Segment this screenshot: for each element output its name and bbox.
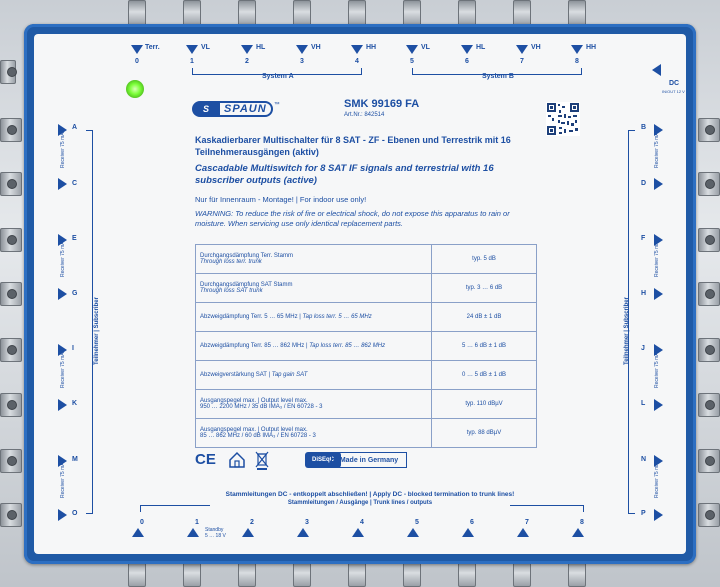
standby-range: 5 … 18 V [205,533,226,539]
input-number: 2 [245,58,249,65]
bottom-f-connector-1[interactable] [183,561,201,587]
spec-label-en: 950 … 2200 MHz / 35 dB IMA₃ / EN 60728 - 3 [200,404,323,410]
receiver-label: Receiver 75 mA [60,132,66,168]
input-number: 7 [520,58,524,65]
output-label-e: E [72,235,77,242]
spec-value: typ. 88 dBµV [432,419,537,448]
bottom-f-connector-8[interactable] [568,561,586,587]
input-arrow-icon [461,45,473,54]
right-f-connector-p[interactable] [698,503,720,527]
input-arrow-icon [406,45,418,54]
trunk-arrow-icon [242,528,254,537]
top-f-connector-0[interactable] [128,0,146,26]
input-arrow-icon [516,45,528,54]
spec-label-de: Abzweigverstärkung SAT | [200,372,271,378]
left-f-connector-c[interactable] [0,172,22,196]
spec-label-en: Through loss SAT trunk [200,288,263,294]
subscriber-label: Teilnehmer | Subscriber [94,297,100,365]
indoor-notice: Nur für Innenraum - Montage! | For indoor use only! [195,195,367,204]
input-label: VL [201,44,210,51]
output-arrow-icon [58,178,67,190]
dc-label: DC [669,80,680,87]
output-label-o: O [72,510,78,517]
standby-label: Standby [205,527,224,533]
trunk-lines-label: Stammleitungen / Ausgänge | Trunk lines / outputs [210,500,510,506]
trunk-arrow-icon [572,528,584,537]
output-label-m: M [72,456,78,463]
trunk-arrow-icon [517,528,529,537]
output-label-f: F [641,235,646,242]
output-label-d: D [641,180,647,187]
bottom-f-connector-5[interactable] [403,561,421,587]
output-label-j: J [641,345,645,352]
trunk-number: 5 [415,519,419,526]
spec-value: 0 … 5 dB ± 1 dB [432,361,537,390]
bottom-f-connector-3[interactable] [293,561,311,587]
input-number: 6 [465,58,469,65]
top-f-connector-1[interactable] [183,0,201,26]
top-f-connector-3[interactable] [293,0,311,26]
left-f-connector-e[interactable] [0,228,22,252]
trunk-number: 0 [140,519,144,526]
trunk-arrow-icon [132,528,144,537]
title-german: Kaskadierbarer Multischalter für 8 SAT - ZF - Ebenen und Terrestrik mit 16 Teilnehmerausgängen (aktiv) [195,135,511,157]
subscriber-label: Teilnehmer | Subscriber [624,297,630,365]
right-f-connector-n[interactable] [698,449,720,473]
made-in-germany-badge: Made in Germany [331,452,407,468]
input-label: HH [366,44,377,51]
top-f-connector-5[interactable] [403,0,421,26]
input-arrow-icon [186,45,198,54]
top-f-connector-4[interactable] [348,0,366,26]
output-arrow-icon [58,399,67,411]
input-arrow-icon [296,45,308,54]
input-arrow-icon [571,45,583,54]
left-subscriber-bracket [86,130,93,514]
output-label-h: H [641,290,647,297]
top-f-connector-2[interactable] [238,0,256,26]
input-label: HL [256,44,266,51]
warning-text: WARNING: To reduce the risk of fire or electrical shock, do not expose this apparatus to rain or moisture. When servicing use only identical replacement parts. [195,209,510,228]
spec-label-en: 85 … 862 MHz / 60 dB IMA₃ / EN 60728 - 3 [200,433,316,439]
trunk-bracket [140,505,584,512]
input-label: VL [421,44,430,51]
right-f-connector-b[interactable] [698,118,720,142]
dc-arrow-icon [652,64,661,76]
qr-code-icon [546,102,580,136]
table-row [196,361,537,390]
table-row [196,274,537,303]
bottom-f-connector-4[interactable] [348,561,366,587]
output-label-a: A [72,124,78,131]
bottom-f-connector-0[interactable] [128,561,146,587]
table-row [196,245,537,274]
trunk-number: 2 [250,519,254,526]
receiver-label: Receiver 75 mA [654,132,660,168]
trunk-arrow-icon [297,528,309,537]
right-f-connector-l[interactable] [698,393,720,417]
output-arrow-icon [58,509,67,521]
output-arrow-icon [654,288,663,300]
receiver-label: Receiver 75 mA [654,241,660,277]
spec-label-en: Tap gain SAT [271,372,308,378]
spec-label-de: Abzweigdämpfung Terr. 5 … 65 MHz | [200,314,301,320]
trunk-arrow-icon [187,528,199,537]
bottom-f-connector-6[interactable] [458,561,476,587]
system-a-label: System A [262,73,294,80]
spec-value: typ. 5 dB [432,245,537,274]
input-number: 5 [410,58,414,65]
right-f-connector-j[interactable] [698,338,720,362]
trunk-number: 1 [195,519,199,526]
output-label-l: L [641,400,646,407]
output-label-p: P [641,510,646,517]
spec-value: 24 dB ± 1 dB [432,303,537,332]
output-label-k: K [72,400,78,407]
left-f-connector-g[interactable] [0,282,22,306]
input-label: HH [586,44,597,51]
input-number: 0 [135,58,139,65]
model-number: SMK 99169 FA [344,98,420,110]
input-label: VH [311,44,321,51]
status-led-icon [126,80,144,98]
right-f-connector-d[interactable] [698,172,720,196]
output-arrow-icon [654,399,663,411]
output-label-c: C [72,180,78,187]
left-dc-terminal[interactable] [0,60,16,84]
spec-label-de: Abzweigdämpfung Terr. 85 … 862 MHz | [200,343,308,349]
bottom-f-connector-7[interactable] [513,561,531,587]
spaun-logo [192,100,288,118]
receiver-label: Receiver 75 mA [60,462,66,498]
table-row [196,332,537,361]
top-f-connector-7[interactable] [513,0,531,26]
left-f-connector-k[interactable] [0,393,22,417]
input-number: 8 [575,58,579,65]
table-row [196,390,537,419]
diseqc-logo-icon: DiSEqC [305,452,341,468]
article-number: Art.Nr.: 842514 [344,112,385,118]
right-f-connector-f[interactable] [698,228,720,252]
table-row [196,303,537,332]
trunk-arrow-icon [352,528,364,537]
top-f-connector-8[interactable] [568,0,586,26]
ce-mark-icon: CE [195,451,216,468]
spec-label-de: Durchgangsdämpfung Terr. Stamm [200,253,293,259]
spec-label-de: Ausgangspegel max. | Output level max. [200,398,308,404]
trunk-arrow-icon [407,528,419,537]
top-f-connector-6[interactable] [458,0,476,26]
spec-table [195,244,537,448]
trunk-termination-note: Stammleitungen DC - entkoppelt abschließen! | Apply DC - blocked termination to trunk lines! [225,491,515,498]
output-arrow-icon [58,288,67,300]
receiver-label: Receiver 75 mA [60,352,66,388]
input-label: VH [531,44,541,51]
spec-label-en: Through loss terr. trunk [200,259,262,265]
input-number: 1 [190,58,194,65]
indoor-house-icon [228,451,246,469]
receiver-label: Receiver 75 mA [60,241,66,277]
trunk-number: 3 [305,519,309,526]
left-f-connector-a[interactable] [0,118,22,142]
trunk-number: 6 [470,519,474,526]
receiver-label: Receiver 75 mA [654,352,660,388]
output-arrow-icon [654,509,663,521]
brand-trademark: ™ [273,102,280,108]
brand-name: SPAUN [224,103,267,115]
spec-label-de: Durchgangsdämpfung SAT Stamm [200,282,293,288]
input-label: Terr. [145,44,160,51]
input-label: HL [476,44,486,51]
spec-label-de: Ausgangspegel max. | Output level max. [200,427,308,433]
input-number: 3 [300,58,304,65]
spec-label-en: Tap loss terr. 5 … 65 MHz [302,314,372,320]
title-english: Cascadable Multiswitch for 8 SAT IF signals and terrestrial with 16 subscriber outputs (active) [195,163,494,186]
spec-value: typ. 3 … 6 dB [432,274,537,303]
spec-value: typ. 110 dBµV [432,390,537,419]
right-f-connector-h[interactable] [698,282,720,306]
input-arrow-icon [241,45,253,54]
dc-sub-label: IN/OUT 12 V [662,89,685,94]
input-arrow-icon [131,45,143,54]
left-f-connector-o[interactable] [0,503,22,527]
output-label-i: I [72,345,74,352]
system-b-label: System B [482,73,514,80]
trunk-number: 4 [360,519,364,526]
spec-label-en: Tap loss terr. 85 … 862 MHz [309,343,386,349]
trunk-number: 7 [525,519,529,526]
trunk-arrow-icon [462,528,474,537]
spec-value: 5 … 6 dB ± 1 dB [432,332,537,361]
spaun-logo-mark-icon: S [192,101,220,117]
output-arrow-icon [654,178,663,190]
bottom-f-connector-2[interactable] [238,561,256,587]
table-row [196,419,537,448]
output-label-g: G [72,290,78,297]
left-f-connector-i[interactable] [0,338,22,362]
trunk-number: 8 [580,519,584,526]
left-f-connector-m[interactable] [0,449,22,473]
receiver-label: Receiver 75 mA [654,462,660,498]
weee-bin-icon [255,450,269,470]
input-number: 4 [355,58,359,65]
input-arrow-icon [351,45,363,54]
output-label-b: B [641,124,647,131]
output-label-n: N [641,456,647,463]
